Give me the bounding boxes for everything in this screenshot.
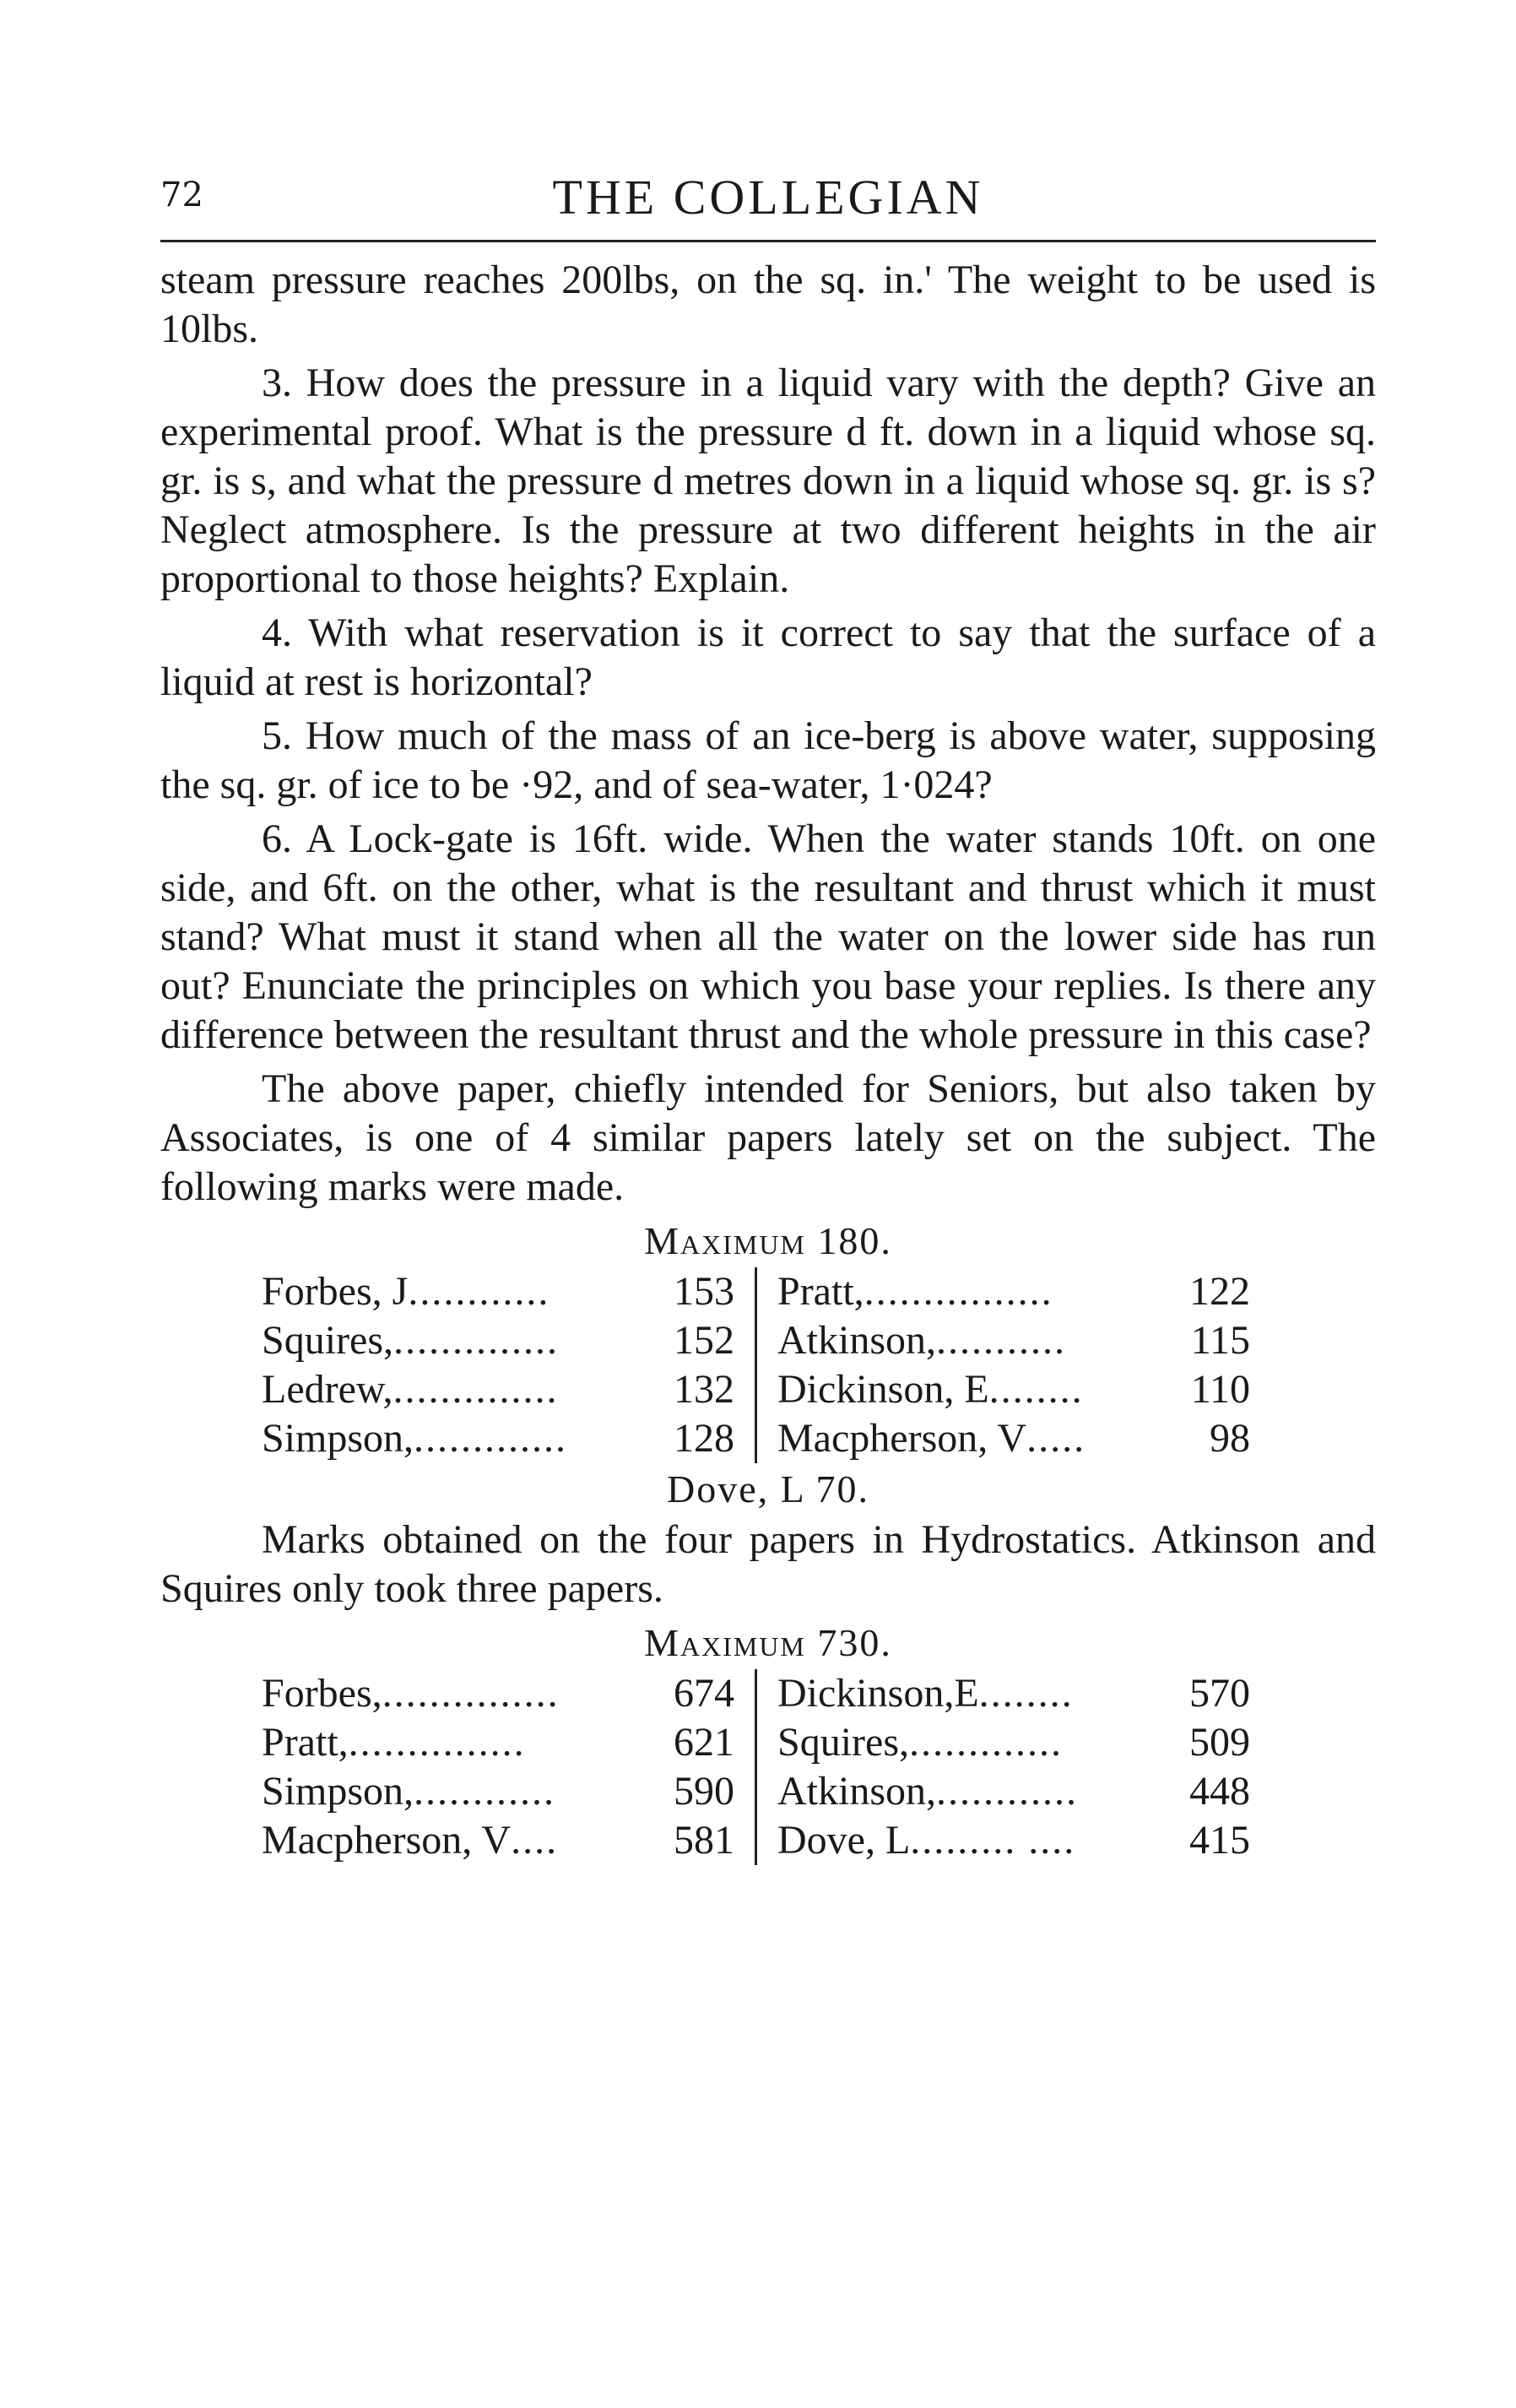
student-name: Pratt, — [777, 1269, 864, 1314]
leader-dots: ........ — [988, 1367, 1084, 1412]
table-row — [262, 1669, 1250, 1718]
student-mark: 132 — [658, 1365, 756, 1414]
student-name: Macpherson, V — [777, 1416, 1027, 1461]
student-name: Dickinson, E — [777, 1367, 989, 1412]
student-name: Dickinson,E — [777, 1671, 979, 1716]
student-name: Forbes, — [262, 1671, 382, 1716]
marks-table-1 — [262, 1267, 1250, 1463]
student-mark: 98 — [1210, 1416, 1250, 1461]
leader-dots: ..... — [1026, 1416, 1086, 1461]
table-row — [262, 1267, 1250, 1316]
table1-heading: Maximum 180. — [644, 1219, 892, 1262]
table-row — [262, 1718, 1250, 1767]
table-row — [262, 1767, 1250, 1816]
leader-dots: .............. — [393, 1318, 559, 1363]
student-mark: 128 — [658, 1414, 756, 1463]
student-name: Atkinson, — [777, 1318, 937, 1363]
student-name: Simpson, — [262, 1769, 414, 1814]
leader-dots: ........... — [936, 1318, 1067, 1363]
student-mark: 153 — [658, 1267, 756, 1316]
paragraph-continuation: steam pressure reaches 200lbs, on the sq. in.' The weight to be used is 10lbs. — [160, 258, 1376, 351]
student-mark: 152 — [658, 1316, 756, 1365]
table-row — [262, 1414, 1250, 1463]
student-mark: 570 — [1189, 1671, 1250, 1716]
leader-dots: ............ — [414, 1769, 556, 1814]
student-mark: 674 — [658, 1669, 756, 1718]
paragraph-hydrostatics: Marks obtained on the four papers in Hydrostatics. Atkinson and Squires only took three papers. — [160, 1517, 1376, 1611]
marks-table-2 — [262, 1669, 1250, 1865]
leader-dots: ............... — [348, 1720, 526, 1765]
student-mark: 110 — [1190, 1367, 1250, 1412]
student-name: Squires, — [777, 1720, 909, 1765]
question-6: 6. A Lock-gate is 16ft. wide. When the water stands 10ft. on one side, and 6ft. on the other, what is the resultant and thrust which it must stand? What must it stand when all the water on the lower side has run out? Enunciate the principles on which you base your replies. Is there any difference between the resultant thrust and the whole pressure in this case? — [160, 816, 1376, 1057]
leader-dots: .... — [511, 1818, 559, 1863]
table-row — [262, 1316, 1250, 1365]
paragraph-marks-intro: The above paper, chiefly intended for Seniors, but also taken by Associates, is one of 4 similar papers lately set on the subject. The following marks were made. — [160, 1066, 1376, 1209]
leader-dots: .............. — [393, 1367, 559, 1412]
table-row — [262, 1365, 1250, 1414]
body-text — [160, 256, 1376, 1865]
table-row — [262, 1816, 1250, 1865]
leader-dots: ................ — [864, 1269, 1053, 1314]
table1-footer: Dove, L 70. — [666, 1467, 870, 1510]
student-mark: 115 — [1190, 1318, 1250, 1363]
student-mark: 590 — [658, 1767, 756, 1816]
student-mark: 509 — [1189, 1720, 1250, 1765]
student-name: Dove, L — [777, 1818, 911, 1863]
header-rule — [160, 240, 1376, 242]
table2-heading: Maximum 730. — [644, 1621, 892, 1664]
leader-dots: ............ — [936, 1769, 1079, 1814]
leader-dots: ............ — [408, 1269, 550, 1314]
question-3: 3. How does the pressure in a liquid vary with the depth? Give an experimental proof. What is the pressure d ft. down in a liquid whose sq. gr. is s, and what the pressure d metres down in a liquid whose sq. gr. is s? Neglect atmosphere. Is the pressure at two different heights in the air proportional to those heights? Explain. — [160, 361, 1376, 601]
page-number: 72 — [160, 176, 203, 214]
student-mark: 415 — [1189, 1818, 1250, 1863]
document-page — [160, 169, 1376, 1865]
running-title: THE COLLEGIAN — [552, 170, 984, 225]
student-name: Squires, — [262, 1318, 393, 1363]
student-name: Simpson, — [262, 1416, 414, 1461]
leader-dots: ............... — [382, 1671, 560, 1716]
student-mark: 122 — [1189, 1269, 1250, 1314]
student-name: Forbes, J — [262, 1269, 409, 1314]
student-mark: 448 — [1189, 1769, 1250, 1814]
student-name: Atkinson, — [777, 1769, 937, 1814]
page-header — [160, 169, 1376, 230]
question-5: 5. How much of the mass of an ice-berg is above water, supposing the sq. gr. of ice to be ·92, and of sea-water, 1·024? — [160, 713, 1376, 807]
question-4: 4. With what reservation is it correct to say that the surface of a liquid at rest is horizontal? — [160, 610, 1376, 704]
leader-dots: ......... .... — [910, 1818, 1076, 1863]
leader-dots: ............. — [909, 1720, 1063, 1765]
leader-dots: ........ — [978, 1671, 1074, 1716]
leader-dots: ............. — [414, 1416, 568, 1461]
student-name: Pratt, — [262, 1720, 349, 1765]
student-name: Ledrew, — [262, 1367, 393, 1412]
student-name: Macpherson, V — [262, 1818, 512, 1863]
student-mark: 621 — [658, 1718, 756, 1767]
student-mark: 581 — [658, 1816, 756, 1865]
